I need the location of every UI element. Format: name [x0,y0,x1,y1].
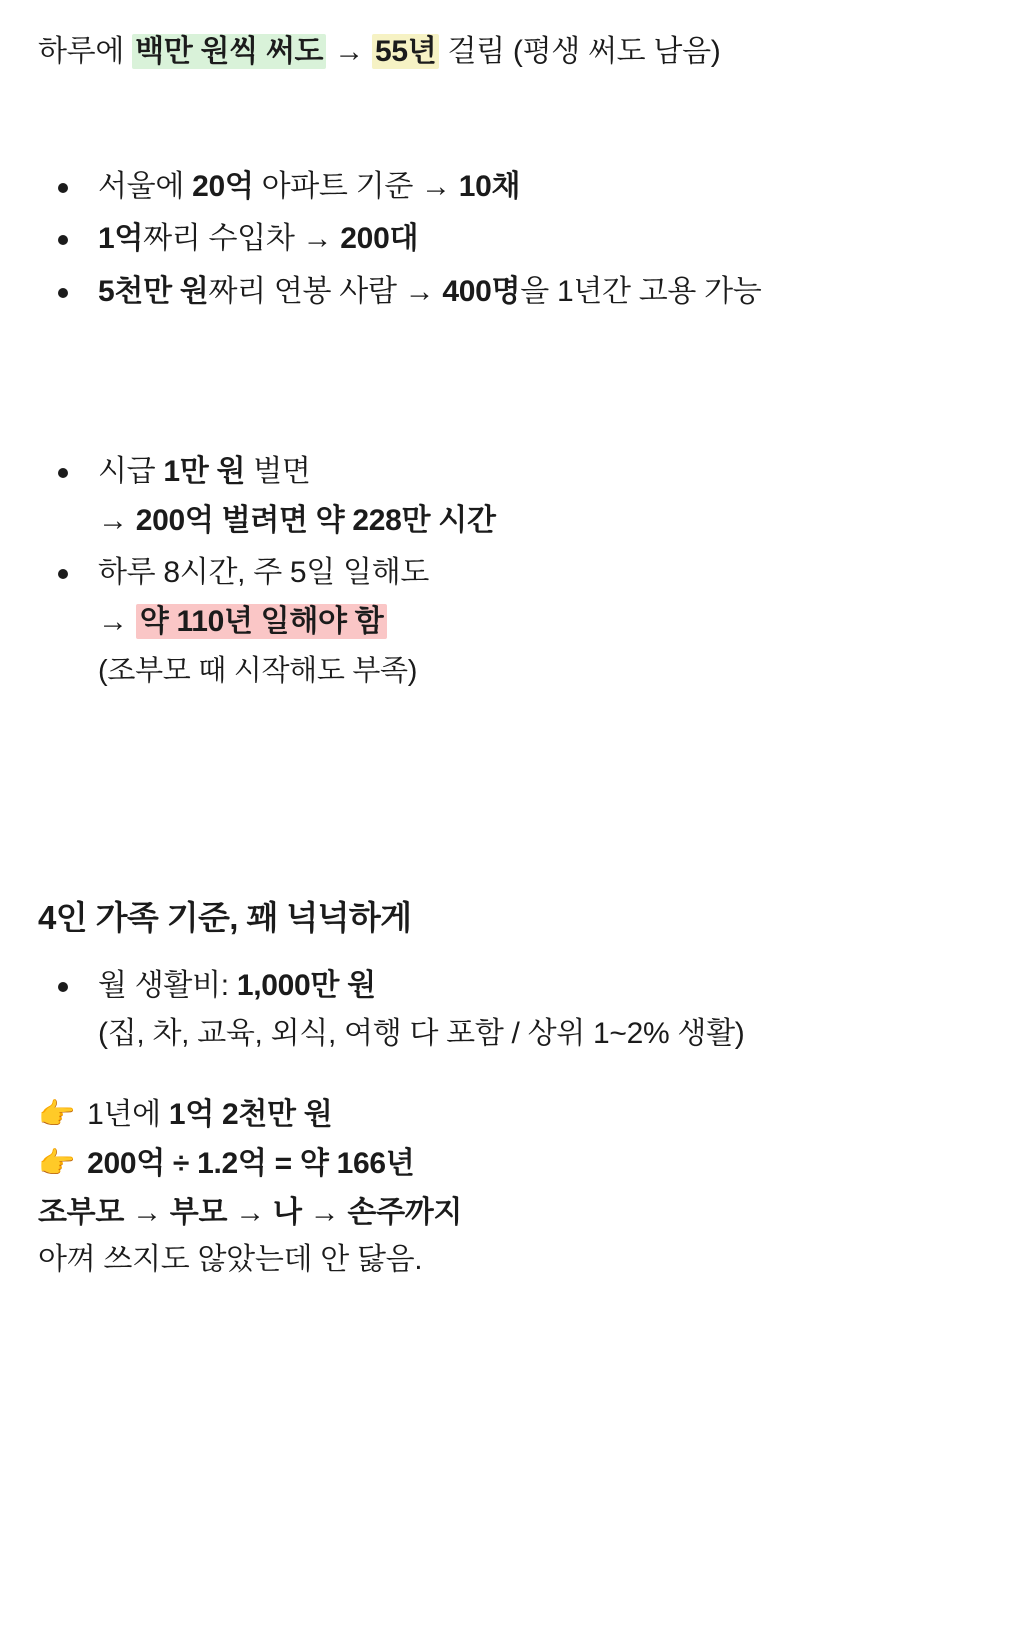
pointer-2-bold: 200억 ÷ 1.2억 = 약 166년 [87,1146,415,1180]
item-bold-3a: 5천만 원 [98,274,209,308]
highlight-pink-years: 약 110년 일해야 함 [136,604,388,639]
living-subline: (집, 차, 교육, 외식, 여행 다 포함 / 상위 1~2% 생활) [98,1017,745,1051]
closing-line-2: 아껴 쓰지도 않았는데 안 닳음. [38,1242,423,1276]
spacer-4 [36,1066,984,1092]
lead-paragraph [38,30,984,74]
highlight-green-amount: 백만 원씩 써도 [132,34,326,69]
labor-text-1a: 시급 [98,455,164,489]
item-text-2b: 짜리 수입차 → [143,222,341,256]
living-text-a: 월 생활비: [98,968,237,1002]
labor-bold-1a: 1만 원 [163,455,246,489]
list-item [36,451,984,542]
list-item [36,552,984,691]
labor-subline-2 [98,601,984,644]
asset-comparison-list [36,166,984,314]
section-title: 4인 가족 기준, 꽤 넉넉하게 [38,898,412,936]
spacer-1 [36,74,984,166]
labor-text-2a: 하루 8시간, 주 5일 일해도 [98,556,430,590]
item-bold-2b: 200대 [340,222,419,256]
spacer-3b [36,830,984,892]
spacer-2 [36,323,984,451]
closing-line-1: 조부모 → 부모 → 나 → 손주까지 [38,1195,463,1229]
item-text-3c: 을 1년간 고용 가능 [520,274,762,308]
list-item [36,218,984,261]
pointing-hand-icon: 👉 [38,1146,76,1180]
item-text-1b: 아파트 기준 → [253,169,459,203]
pointer-1-bold: 1억 2천만 원 [168,1097,333,1131]
list-item [36,271,984,314]
lead-mid: 걸림 [439,35,513,68]
list-item [36,166,984,209]
pointer-1-pre: 1년에 [87,1097,169,1131]
list-item [36,965,984,1056]
labor-subline-1: → 200억 벌려면 약 228만 시간 [98,503,496,537]
item-bold-3b: 400명 [442,274,521,308]
lead-suffix: (평생 써도 남음) [512,35,721,68]
pointer-line-2 [38,1141,984,1186]
item-text-3b: 짜리 연봉 사람 → [208,274,443,308]
labor-sub-arrow: → [98,605,136,639]
spacer-3 [36,702,984,830]
pointer-line-1 [38,1092,984,1137]
pointer-line-2-text [87,1141,414,1186]
labor-note: (조부모 때 시작해도 부족) [98,654,418,687]
pointing-hand-icon: 👉 [38,1097,76,1131]
labor-comparison-list [36,451,984,691]
pointer-line-1-text [87,1092,332,1137]
item-text-1a: 서울에 [98,169,193,203]
item-bold-1a: 20억 [192,169,254,203]
highlight-yellow-years: 55년 [372,34,439,69]
labor-text-1b: 벌면 [245,455,311,489]
living-bold-a: 1,000만 원 [236,968,376,1002]
living-cost-list [36,965,984,1056]
lead-arrow: → [326,35,373,68]
item-bold-1b: 10채 [458,169,521,203]
lead-prefix: 하루에 [38,35,133,68]
item-bold-2a: 1억 [98,222,144,256]
